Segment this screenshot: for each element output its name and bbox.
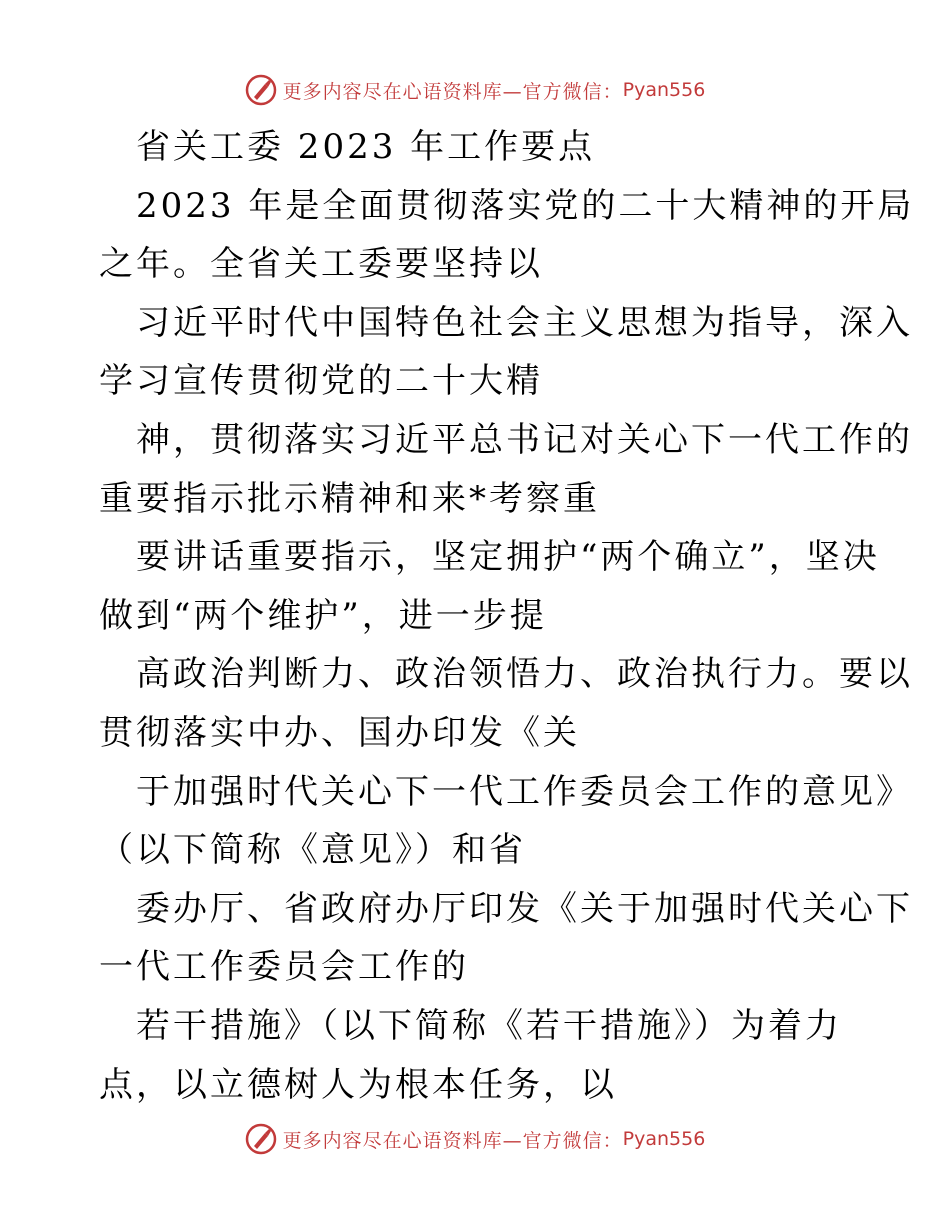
pen-logo-icon — [245, 74, 277, 106]
watermark-text: 更多内容尽在心语资料库—官方微信： — [282, 80, 623, 103]
text-line: 之年。全省关工委要坚持以 — [99, 244, 543, 285]
text-line: 神，贯彻落实习近平总书记对关心下一代工作的 — [136, 419, 913, 460]
text-line: 一代工作委员会工作的 — [99, 947, 469, 988]
text-line: 若干措施》（以下简称《若干措施》）为着力 — [136, 1005, 842, 1046]
text-line: 贯彻落实中办、国办印发《关 — [99, 712, 580, 753]
text-line: （以下简称《意见》）和省 — [99, 830, 526, 871]
watermark-account: Pyan556 — [622, 1128, 706, 1150]
watermark-header — [0, 72, 950, 108]
text-line: 于加强时代关心下一代工作委员会工作的意见》 — [136, 771, 913, 812]
text-line: 委办厅、省政府办厅印发《关于加强时代关心下 — [136, 888, 913, 929]
text-line: 点，以立德树人为根本任务，以 — [99, 1064, 617, 1105]
watermark-footer — [0, 1121, 950, 1157]
text-line: 省关工委 2023 年工作要点 — [136, 127, 596, 167]
pen-logo-icon — [245, 1123, 277, 1155]
watermark-text: 更多内容尽在心语资料库—官方微信： — [282, 1129, 623, 1152]
text-line: 高政治判断力、政治领悟力、政治执行力。要以 — [136, 654, 913, 695]
text-line: 重要指示批示精神和来*考察重 — [99, 478, 600, 519]
text-line: 做到“两个维护”，进一步提 — [99, 595, 547, 636]
text-line: 要讲话重要指示，坚定拥护“两个确立”，坚决 — [136, 537, 880, 578]
text-line: 2023 年是全面贯彻落实党的二十大精神的开局 — [136, 185, 915, 226]
watermark-account: Pyan556 — [622, 79, 706, 101]
text-line: 习近平时代中国特色社会主义思想为指导，深入 — [136, 302, 913, 343]
document-body — [99, 118, 915, 1114]
text-line: 学习宣传贯彻党的二十大精 — [99, 361, 543, 402]
